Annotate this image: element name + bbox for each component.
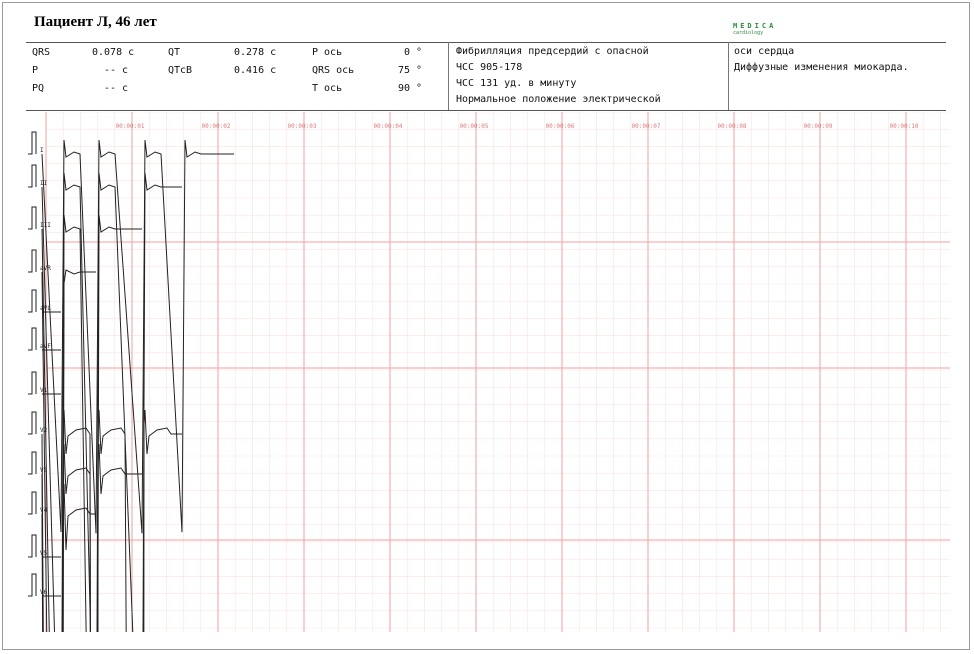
lead-label: V6	[40, 589, 48, 596]
lead-label: V2	[40, 427, 48, 434]
conclusion-line: ЧСС 905-178	[456, 62, 523, 73]
lead-label: aVL	[40, 305, 51, 312]
conclusion-line: ЧСС 131 уд. в минуту	[456, 78, 577, 89]
calibration-pulse	[28, 574, 36, 596]
timestamp-label: 00:00:02	[201, 123, 231, 130]
measure-label: T ось	[312, 83, 343, 94]
logo-sub: cardiology	[733, 30, 764, 36]
medica-logo	[733, 22, 793, 40]
calibration-pulse	[28, 250, 36, 272]
timestamp-label: 00:00:01	[115, 123, 145, 130]
measure-label: QRS	[32, 47, 51, 58]
lead-label: V1	[40, 387, 48, 394]
conclusion-divider-vertical	[728, 42, 729, 110]
lead-label: aVR	[40, 265, 51, 272]
header-divider-vertical	[448, 42, 449, 110]
measure-label: QT	[168, 47, 181, 58]
measure-label: P	[32, 65, 39, 76]
calibration-pulse	[28, 290, 36, 312]
calibration-pulse	[28, 165, 36, 187]
conclusion-line: Нормальное положение электрической	[456, 94, 661, 105]
calibration-pulse	[28, 535, 36, 557]
lead-label: V5	[40, 550, 48, 557]
timestamp-label: 00:00:04	[373, 123, 403, 130]
lead-label: II	[40, 180, 48, 187]
calibration-pulse	[28, 412, 36, 434]
measure-value: 75 °	[398, 65, 423, 76]
calibration-pulse	[28, 372, 36, 394]
lead-label: V3	[40, 467, 48, 474]
conclusion-line: Фибрилляция предсердий с опасной	[456, 46, 649, 57]
measure-value: 90 °	[398, 83, 423, 94]
measure-label: P ось	[312, 47, 343, 58]
ecg-trace	[42, 215, 142, 632]
timestamp-label: 00:00:06	[545, 123, 575, 130]
calibration-pulse	[28, 132, 36, 154]
ecg-trace	[42, 444, 142, 632]
calibration-pulse	[28, 328, 36, 350]
lead-label: III	[40, 222, 51, 229]
measure-value: 0.078 с	[92, 47, 135, 58]
measure-label: PQ	[32, 83, 45, 94]
timestamp-label: 00:00:05	[459, 123, 489, 130]
ecg-strip	[20, 112, 950, 632]
timestamp-label: 00:00:08	[717, 123, 747, 130]
timestamp-label: 00:00:10	[889, 123, 919, 130]
measure-value: 0.416 с	[234, 65, 277, 76]
header-divider-bottom	[26, 110, 946, 111]
timestamp-label: 00:00:03	[287, 123, 317, 130]
measure-value: -- с	[104, 83, 129, 94]
logo-brand: MEDICA	[733, 22, 777, 30]
lead-label: V4	[40, 507, 48, 514]
header-divider-top	[26, 42, 946, 43]
conclusion-line: Диффузные изменения миокарда.	[734, 62, 909, 73]
measure-label: QRS ось	[312, 65, 355, 76]
timestamp-label: 00:00:07	[631, 123, 661, 130]
measure-value: -- с	[104, 65, 129, 76]
measure-value: 0.278 с	[234, 47, 277, 58]
calibration-pulse	[28, 452, 36, 474]
calibration-pulse	[28, 207, 36, 229]
calibration-pulse	[28, 492, 36, 514]
measure-value: 0 °	[404, 47, 423, 58]
timestamp-label: 00:00:09	[803, 123, 833, 130]
patient-title: Пациент Л, 46 лет	[34, 14, 157, 30]
conclusion-line: оси сердца	[734, 46, 795, 57]
lead-label: I	[40, 147, 44, 154]
measure-label: QTcB	[168, 65, 193, 76]
lead-label: aVF	[40, 343, 51, 350]
